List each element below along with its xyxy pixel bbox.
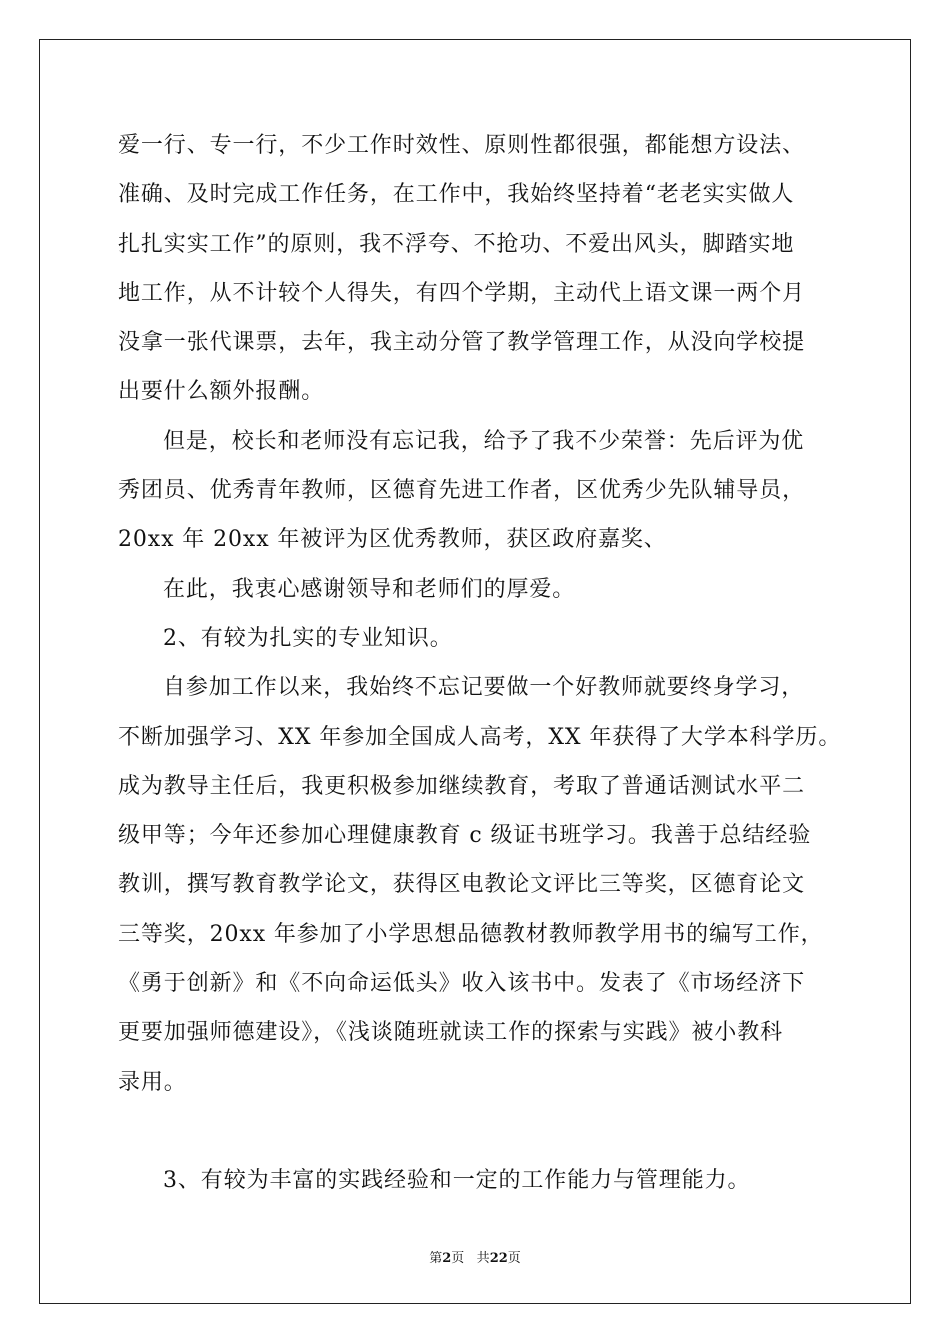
text-line: 《勇于创新》和《不向命运低头》收入该书中。发表了《市场经济下 bbox=[118, 971, 806, 997]
document-body bbox=[118, 121, 842, 1206]
text-line: 准确、及时完成工作任务，在工作中，我始终坚持着“老老实实做人 bbox=[118, 182, 795, 208]
text-line: 级甲等；今年还参加心理健康教育 c 级证书班学习。我善于总结经验 bbox=[118, 823, 812, 849]
text-line: 录用。 bbox=[118, 1069, 187, 1095]
text-line: 不断加强学习、XX 年参加全国成人高考，XX 年获得了大学本科学历。 bbox=[118, 724, 842, 750]
blank-line bbox=[118, 1107, 838, 1156]
text-line: 三等奖，20xx 年参加了小学思想品德教材教师教学用书的编写工作， bbox=[118, 921, 824, 947]
text-line: 扎扎实实工作”的原则，我不浮夸、不抢功、不爱出风头，脚踏实地 bbox=[118, 231, 795, 257]
text-line: 2、有较为扎实的专业知识。 bbox=[163, 625, 453, 651]
page-footer bbox=[0, 1247, 950, 1266]
total-prefix: 共 bbox=[476, 1251, 490, 1266]
text-line: 自参加工作以来，我始终不忘记要做一个好教师就要终身学习， bbox=[163, 675, 805, 701]
text-line: 教训，撰写教育教学论文，获得区电教论文评比三等奖，区德育论文 bbox=[118, 872, 806, 898]
text-line: 成为教导主任后，我更积极参加继续教育，考取了普通话测试水平二 bbox=[118, 773, 806, 799]
total-suffix: 页 bbox=[507, 1251, 521, 1266]
text-line: 爱一行、专一行，不少工作时效性、原则性都很强，都能想方设法、 bbox=[118, 133, 806, 158]
text-line: 但是，校长和老师没有忘记我，给予了我不少荣誉：先后评为优 bbox=[163, 428, 805, 454]
text-line: 在此，我衷心感谢领导和老师们的厚爱。 bbox=[163, 576, 576, 602]
text-line: 20xx 年 20xx 年被评为区优秀教师，获区政府嘉奖、 bbox=[118, 527, 667, 553]
page-number: 2 bbox=[442, 1251, 452, 1266]
text-line: 出要什么额外报酬。 bbox=[118, 379, 325, 405]
text-line: 秀团员、优秀青年教师，区德育先进工作者，区优秀少先队辅导员， bbox=[118, 478, 806, 504]
text-line: 更要加强师德建设》，《浅谈随班就读工作的探索与实践》被小教科 bbox=[118, 1020, 784, 1046]
total-pages: 22 bbox=[489, 1251, 508, 1266]
page-prefix: 第 bbox=[429, 1251, 443, 1266]
text-line: 地工作，从不计较个人得失，有四个学期，主动代上语文课一两个月 bbox=[118, 280, 806, 306]
text-line: 没拿一张代课票，去年，我主动分管了教学管理工作，从没向学校提 bbox=[118, 330, 806, 356]
page-suffix: 页 bbox=[451, 1251, 465, 1266]
text-line: 3、有较为丰富的实践经验和一定的工作能力与管理能力。 bbox=[163, 1168, 751, 1194]
